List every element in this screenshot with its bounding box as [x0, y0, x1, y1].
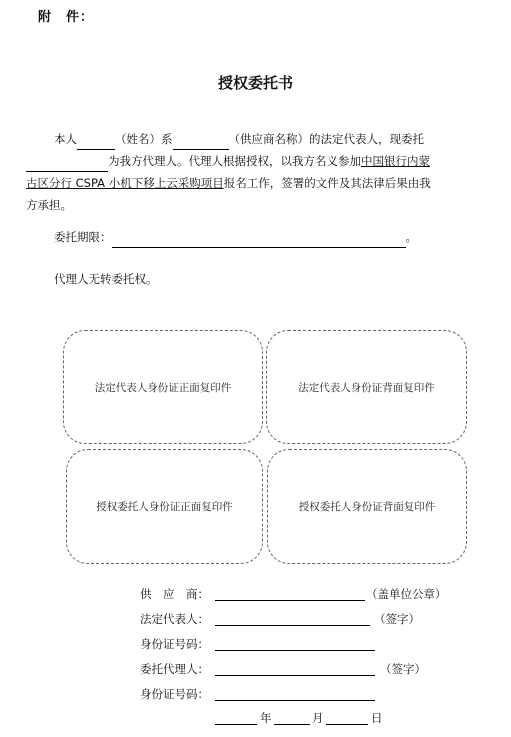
paragraph-line-3 — [26, 172, 431, 194]
id-number-label-2: 身份证号码： — [140, 687, 209, 701]
box-label: 授权委托人身份证正面复印件 — [96, 501, 233, 513]
box-label: 法定代表人身份证背面复印件 — [298, 381, 435, 394]
document-title: 授权委托书 — [217, 74, 293, 92]
agent-id-front-box — [66, 449, 263, 564]
name-blank — [77, 135, 115, 150]
paragraph-line-4: 方承担。 — [26, 198, 72, 212]
supplier-blank — [173, 135, 229, 150]
legal-rep-line — [215, 625, 370, 626]
box-label: 授权委托人身份证背面复印件 — [298, 501, 436, 513]
month-line — [274, 724, 310, 725]
legal-rep-id-front-box — [63, 330, 263, 444]
supplier-line — [215, 600, 365, 601]
term-end: 。 — [405, 230, 417, 244]
year-line — [215, 724, 257, 725]
agent-label: 委托代理人： — [140, 662, 209, 676]
paragraph-line-1 — [54, 128, 424, 150]
legal-rep-sign-note: （签字） — [374, 612, 420, 626]
box-label: 法定代表人身份证正面复印件 — [94, 381, 232, 394]
legal-rep-id-back-box — [266, 330, 467, 444]
id-number-label-1: 身份证号码： — [140, 637, 209, 651]
supplier-label: 供 应 商： — [140, 587, 209, 601]
text-registration: 报名工作，签署的文件及其法律后果由我 — [223, 176, 431, 190]
text-agent: 为我方代理人。代理人根据授权，以我方名义参加 — [108, 154, 361, 168]
term-label: 委托期限： — [54, 230, 112, 244]
text-legal-rep: （供应商名称）的法定代表人，现委托 — [228, 132, 424, 146]
agent-sign-note: （签字） — [380, 662, 426, 676]
agent-line — [215, 675, 375, 676]
project-name-part1: 中国银行内蒙 — [361, 154, 430, 168]
text-name-note: （姓名）系 — [115, 132, 173, 146]
agent-id-back-box — [267, 449, 467, 564]
project-name-part2: 古区分行 CSPA 小机下移上云采购项目 — [26, 176, 224, 190]
day-line — [326, 724, 368, 725]
term-blank — [112, 233, 406, 248]
legal-rep-label: 法定代表人： — [140, 612, 209, 626]
text-self: 本人 — [54, 132, 77, 146]
id-number-line-1 — [215, 650, 375, 651]
day-label: 日 — [371, 711, 383, 725]
no-transfer-text: 代理人无转委托权。 — [54, 272, 158, 286]
term-line — [54, 226, 417, 248]
year-label: 年 — [260, 711, 272, 725]
paragraph-line-2 — [26, 150, 430, 172]
supplier-seal-note: （盖单位公章） — [366, 587, 447, 601]
month-label: 月 — [312, 711, 324, 725]
id-number-line-2 — [215, 700, 375, 701]
attachment-header: 附 件： — [38, 10, 95, 25]
agent-blank — [26, 157, 108, 172]
